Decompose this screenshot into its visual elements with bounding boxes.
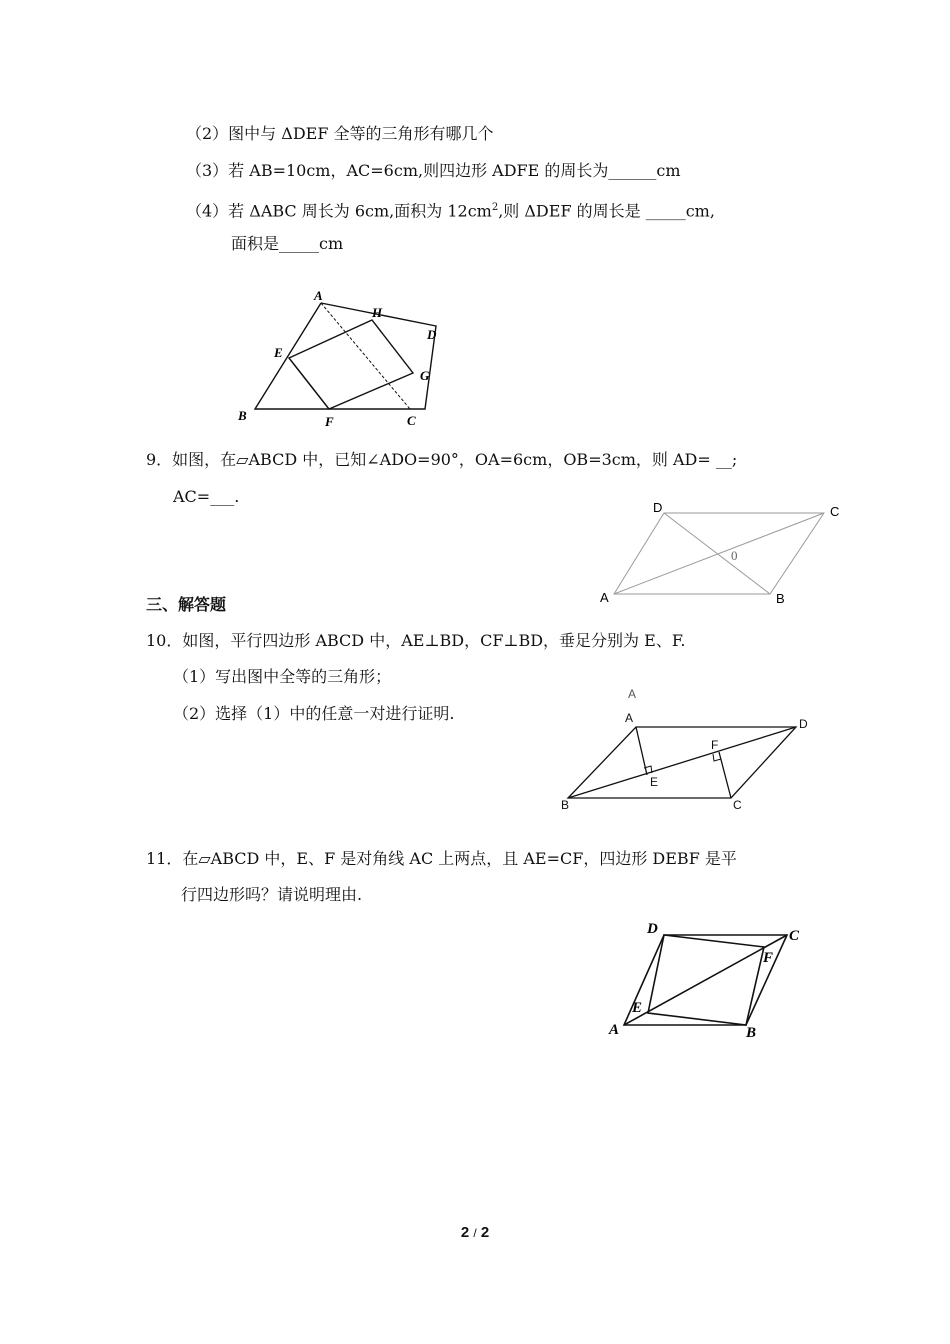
q8-label-b: B xyxy=(238,408,247,423)
q8-item-4-part-b: ,则 ΔDEF 的周长是 _____cm, xyxy=(498,201,715,221)
q8-label-c: C xyxy=(407,413,416,428)
q11-label-d: D xyxy=(647,921,658,937)
page-current: 2 xyxy=(460,1224,470,1241)
q10-label-f: F xyxy=(711,738,719,752)
q11-figure xyxy=(600,915,816,1045)
q9-line-1: 9．如图，在▱ABCD 中，已知∠ADO=90°，OA=6cm，OB=3cm，则 AD= __; xyxy=(146,450,738,469)
q8-figure xyxy=(228,284,458,434)
q10-sub-1: （1）写出图中全等的三角形； xyxy=(173,667,392,686)
q8-label-h: H xyxy=(372,305,383,320)
q9-figure xyxy=(596,496,846,608)
q10-label-a-top: A xyxy=(628,687,637,701)
q8-item-4-superscript: 2 xyxy=(491,202,499,213)
q10-figure xyxy=(556,682,816,814)
q11-label-e: E xyxy=(632,1000,643,1016)
q9-label-c: C xyxy=(830,504,840,519)
q11-label-b: B xyxy=(746,1025,757,1041)
q9-label-b: B xyxy=(776,591,785,606)
page-number xyxy=(0,1224,950,1241)
q9-label-o: 0 xyxy=(731,548,738,563)
q8-label-e: E xyxy=(274,345,283,360)
section-3-title: 三、解答题 xyxy=(146,595,227,614)
page-total: 2 xyxy=(480,1224,490,1241)
q8-label-d: D xyxy=(427,327,437,342)
q9-label-d: D xyxy=(653,500,663,515)
q8-item-4 xyxy=(186,198,715,221)
q10-label-a: A xyxy=(625,711,634,725)
q10-label-c: C xyxy=(733,798,742,812)
q8-label-f: F xyxy=(325,414,334,429)
q9-figure-diagonal-ac xyxy=(614,513,824,594)
q8-label-g: G xyxy=(420,368,430,383)
q8-item-2: （2）图中与 ΔDEF 全等的三角形有哪几个 xyxy=(186,124,494,143)
q11-line-1: 11．在▱ABCD 中，E、F 是对角线 AC 上两点，且 AE=CF，四边形 DEBF 是平 xyxy=(146,849,737,868)
q8-item-4-continued: 面积是_____cm xyxy=(231,234,344,253)
q10-label-d: D xyxy=(799,717,808,731)
q9-label-a: A xyxy=(600,590,609,605)
q10-label-b: B xyxy=(561,798,570,812)
q9-figure-diagonal-bd xyxy=(664,513,770,594)
page-separator: / xyxy=(473,1226,477,1240)
q10-sub-2: （2）选择（1）中的任意一对进行证明. xyxy=(173,704,455,723)
q10-line-1: 10．如图，平行四边形 ABCD 中，AE⊥BD，CF⊥BD，垂足分别为 E、F. xyxy=(146,631,686,650)
q8-item-3: （3）若 AB=10cm，AC=6cm,则四边形 ADFE 的周长为______cm xyxy=(186,161,681,180)
q10-label-e: E xyxy=(650,775,659,789)
q8-item-4-part-a: （4）若 ΔABC 周长为 6cm,面积为 12cm xyxy=(186,201,492,221)
q9-line-2: AC=___. xyxy=(173,487,240,506)
q11-label-f: F xyxy=(763,950,774,966)
q11-line-2: 行四边形吗？请说明理由. xyxy=(181,885,363,904)
q11-label-c: C xyxy=(789,928,800,944)
q8-label-a: A xyxy=(314,288,323,303)
q8-figure-inner-efgh xyxy=(289,320,413,409)
q8-figure-segment-eh-inner xyxy=(289,358,329,409)
q11-label-a: A xyxy=(609,1022,620,1038)
